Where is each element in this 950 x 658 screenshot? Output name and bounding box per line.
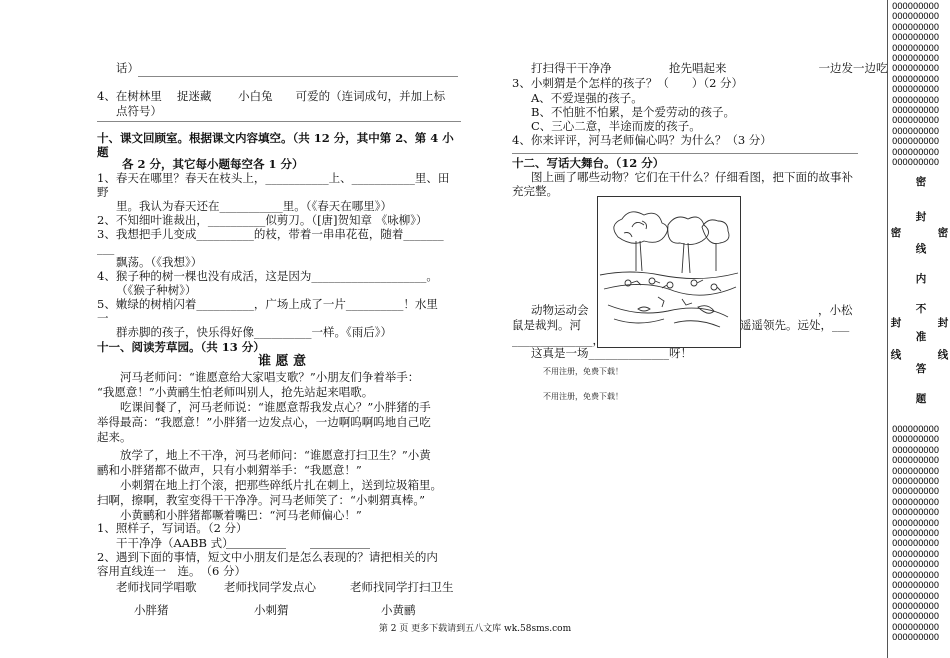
fill-q1-cont: 野 bbox=[97, 185, 109, 199]
story-line-3: ______________，初起了没大的生。 bbox=[512, 333, 696, 347]
margin-right-char: 封 bbox=[937, 317, 949, 329]
page-footer: 第 2 页 更多下载请到五八文库 wk.58sms.com bbox=[378, 624, 572, 634]
passage-p2-cont: 举得最高：“我愿意！”小胖猪一边发点心，一边啊呜啊呜地自己吃 bbox=[97, 415, 431, 429]
passage-p1: 河马老师问：“谁愿意给大家唱支歌？”小朋友们争着举手： bbox=[120, 370, 420, 384]
section-10-points: 各 2 分，其它每小题每空各 1 分） bbox=[122, 157, 304, 171]
reading-q4: 4、你来评评，河马老师偏心吗？为什么？（3 分） bbox=[512, 133, 772, 147]
margin-left-char: 密 bbox=[890, 227, 902, 239]
story-line-1: 动物运动会 bbox=[531, 303, 589, 317]
section-10-heading: 十、课文回顾室。根据课文内容填空。（共 12 分，其中第 2、第 4 小 bbox=[97, 131, 454, 145]
fill-q4: 4、猴子种的树一棵也没有成活，这是因为____________________。 bbox=[97, 269, 438, 283]
story-line-4: 这真是一场______________呀！ bbox=[531, 346, 692, 360]
passage-p4-cont: 扫啊，擦啊，教室变得干干净净。河马老师笑了：“小刺猬真棒。” bbox=[97, 493, 426, 507]
fill-q5: 5、嫩绿的树梢闪着__________，广场上成了一片__________！水里 bbox=[97, 297, 438, 311]
match-item-3: 老师找同学打扫卫生 bbox=[350, 580, 454, 594]
story-line-1-end: ，小松 bbox=[818, 303, 853, 317]
margin-char: 内 bbox=[915, 273, 927, 285]
story-line-2: 鼠是裁判。河 bbox=[512, 318, 581, 332]
passage-p2-end: 起来。 bbox=[97, 430, 132, 444]
margin-char: 题 bbox=[915, 393, 927, 405]
margin-char: 准 bbox=[915, 331, 927, 343]
margin-char: 密 bbox=[915, 176, 927, 188]
margin-char: 答 bbox=[915, 363, 927, 375]
reading-q2: 2、遇到下面的事情，短文中小朋友们是怎么表现的？请把相关的内 bbox=[97, 550, 438, 564]
passage-p1-cont: “我愿意！”小黄鹂生怕老师叫别人，抢先站起来唱歌。 bbox=[97, 385, 374, 399]
reading-q1-example: 干干净净（AABB 式） bbox=[116, 536, 234, 550]
section-10-heading-cont: 题 bbox=[97, 145, 109, 159]
match-item-2: 老师找同学发点心 bbox=[224, 580, 316, 594]
passage-title: 谁 愿 意 bbox=[258, 354, 307, 369]
word-options: 打扫得干干净净 抢先唱起来 一边发一边吃 bbox=[531, 61, 888, 75]
margin-right-char: 密 bbox=[937, 227, 949, 239]
section-12-heading: 十二、写话大舞台。（12 分） bbox=[512, 156, 665, 170]
margin-char: 不 bbox=[915, 303, 927, 315]
passage-p3-cont: 鹂和小胖猪都不做声，只有小刺猬举手：“我愿意！” bbox=[97, 463, 362, 477]
passage-p2: 吃课间餐了，河马老师说：“谁愿意帮我发点心？”小胖猪的手 bbox=[120, 400, 431, 414]
option-b: B、不怕脏不怕累，是个爱劳动的孩子。 bbox=[531, 105, 735, 119]
question-4-note: 点符号） bbox=[116, 104, 162, 118]
fill-q5-end: 群赤脚的孩子，快乐得好像__________一样。《雨后》） bbox=[116, 325, 392, 339]
match-item-1: 老师找同学唱歌 bbox=[116, 580, 197, 594]
ring-pattern-top: OOOOOOOOO OOOOOOOOO OOOOOOOOO OOOOOOOOO OOOOOOOOO OOOOOOOOO OOOOOOOOO OOOOOOOOO OOOOOOOOO OOOOOOOOO OOOOOOOOO OOOOOOOOO OOOOOOOOO OOOOOOOOO OOOOOOOOO OOOOOOOOO bbox=[892, 2, 939, 169]
fill-q3-cont: ___ bbox=[97, 241, 115, 255]
story-picture bbox=[597, 196, 741, 348]
watermark-note-1: 不用注册，免费下载！ bbox=[543, 367, 623, 376]
story-line-2-end: 遥遥领先。远处，___ bbox=[740, 318, 850, 332]
margin-char: 封 bbox=[915, 211, 927, 223]
option-a: A、不爱逞强的孩子。 bbox=[531, 91, 643, 105]
fill-q5-cont: 一 bbox=[97, 311, 109, 325]
fill-q3: 3、我想把手儿变成__________的枝，带着一串串花苞，随着_______ bbox=[97, 227, 444, 241]
fill-q3-end: 飘荡。（《我想》） bbox=[116, 255, 203, 269]
ring-pattern-bottom: OOOOOOOOO OOOOOOOOO OOOOOOOOO OOOOOOOOO OOOOOOOOO OOOOOOOOO OOOOOOOOO OOOOOOOOO OOOOOOOOO OOOOOOOOO OOOOOOOOO OOOOOOOOO OOOOOOOOO OOOOOOOOO OOOOOOOOO OOOOOOOOO OOOOOOOOO OOOOOOOOO OOOOOOOOO OOOOOOOOO OOOOOOOOO bbox=[892, 425, 939, 644]
question-4-line: 4、在树林里 捉迷藏 小白兔 可爱的（连词成句，并加上标 bbox=[97, 89, 446, 103]
reading-q3: 3、小刺猬是个怎样的孩子？（ ）（2 分） bbox=[512, 76, 744, 90]
reading-q2-cont: 容用直线连一 连。 （6 分） bbox=[97, 564, 246, 578]
passage-p4: 小刺猬在地上打个滚，把那些碎纸片扎在刺上，送到垃圾箱里。 bbox=[120, 478, 442, 492]
answer-line-end: 话） bbox=[116, 61, 139, 75]
passage-p3: 放学了，地上不干净，河马老师问：“谁愿意打扫卫生？”小黄 bbox=[120, 448, 431, 462]
margin-right-char: 线 bbox=[937, 349, 949, 361]
fill-q4-source: （《猴子种树》） bbox=[116, 283, 197, 297]
reading-q1: 1、照样子，写词语。（2 分） bbox=[97, 521, 248, 535]
margin-left-char: 封 bbox=[890, 317, 902, 329]
passage-p5: 小黄鹂和小胖猪都噘着嘴巴：“河马老师偏心！” bbox=[120, 508, 362, 522]
margin-left-char: 线 bbox=[890, 349, 902, 361]
match-animal-1: 小胖猪 bbox=[134, 603, 169, 617]
watermark-note-2: 不用注册，免费下载！ bbox=[543, 392, 623, 401]
section-11-heading: 十一、阅读芳草园。（共 13 分） bbox=[97, 340, 265, 354]
fill-q1: 1、春天在哪里？春天在枝头上，___________上、___________里、田 bbox=[97, 171, 450, 185]
margin-char: 线 bbox=[915, 243, 927, 255]
writing-prompt: 图上画了哪些动物？它们在干什么？仔细看图，把下面的故事补 bbox=[531, 170, 853, 184]
fill-q1-end: 里。我认为春天还在___________里。（《春天在哪里》） bbox=[116, 199, 392, 213]
option-c: C、三心二意，半途而废的孩子。 bbox=[531, 119, 701, 133]
match-animal-3: 小黄鹂 bbox=[381, 603, 416, 617]
match-animal-2: 小刺猬 bbox=[254, 603, 289, 617]
writing-prompt-cont: 充完整。 bbox=[512, 184, 558, 198]
fill-q2: 2、不知细叶谁裁出，__________似剪刀。（[唐]贺知章 《咏柳》） bbox=[97, 213, 428, 227]
